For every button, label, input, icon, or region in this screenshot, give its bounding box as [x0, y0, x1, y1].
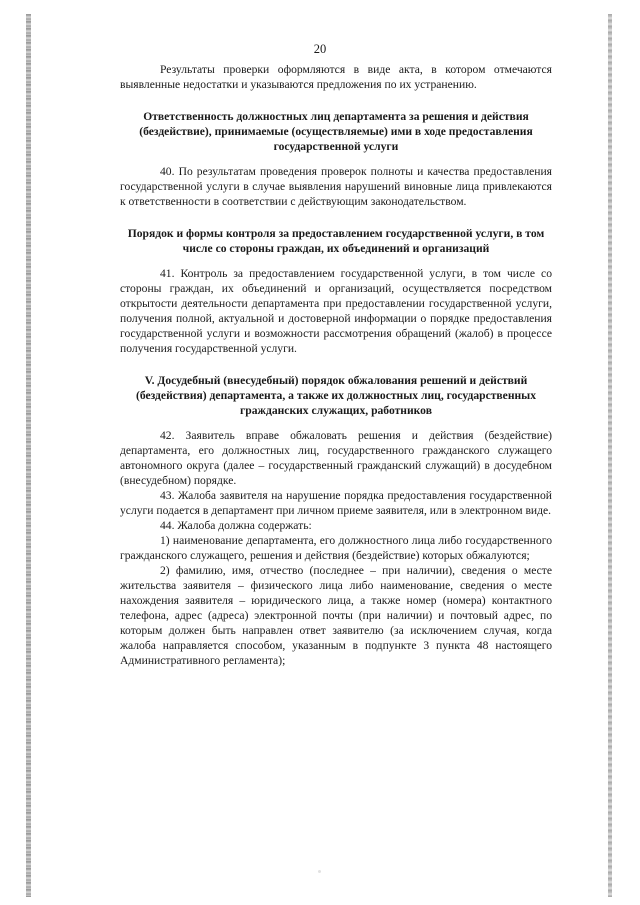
heading-control: Порядок и формы контроля за предоставлением государственной услуги, в том числе со стороны граждан, их объединений и организаций	[127, 227, 545, 255]
page-content	[120, 62, 552, 668]
paragraph-42: 42. Заявитель вправе обжаловать решения и действия (бездействие) департамента, его должностных лиц, государственного гражданского служащего автономного округа (далее – государственный гражданский служащий) в досудебном (внесудебном) порядке.	[120, 429, 552, 487]
paragraph-results-act: Результаты проверки оформляются в виде акта, в котором отмечаются выявленные недостатки и указываются предложения по их устранению.	[120, 63, 552, 91]
heading-responsibility: Ответственность должностных лиц департамента за решения и действия (бездействие), принимаемые (осуществляемые) ими в ходе предоставления государственной услуги	[139, 110, 533, 153]
paragraph-40: 40. По результатам проведения проверок полноты и качества предоставления государственной услуги в случае выявления нарушений виновные лица привлекаются к ответственности в соответствии с действующим законодательством.	[120, 165, 552, 208]
paragraph-41: 41. Контроль за предоставлением государственной услуги, в том числе со стороны граждан, их объединений и организаций, осуществляется посредством открытости деятельности департамента при предоставлении государственной услуги, получения полной, актуальной и достоверной информации о порядке предоставления государственной услуги и возможности рассмотрения обращений (жалоб) в процессе получения государственной услуги.	[120, 267, 552, 355]
paragraph-43: 43. Жалоба заявителя на нарушение порядка предоставления государственной услуги подается в департамент при личном приеме заявителя, или в электронном виде.	[120, 489, 552, 517]
heading-section-v: V. Досудебный (внесудебный) порядок обжалования решений и действий (бездействия) департамента, а также их должностных лиц, государственных гражданских служащих, работников	[135, 374, 537, 417]
paragraph-44: 44. Жалоба должна содержать:	[160, 519, 312, 532]
page-number: 20	[313, 42, 327, 56]
list-item-2: 2) фамилию, имя, отчество (последнее – при наличии), сведения о месте жительства заявителя – физического лица либо наименование, сведения о месте нахождения заявителя – юридического лица, а также номер (номера) контактного телефона, адрес (адреса) электронной почты (при наличии) и почтовый адрес, по которым должен быть направлен ответ заявителю (за исключением случая, когда жалоба направляется способом, указанным в подпункте 3 пункта 48 настоящего Административного регламента);	[120, 564, 552, 667]
scan-speck	[318, 870, 321, 873]
list-item-1: 1) наименование департамента, его должностного лица либо государственного гражданского служащего, решения и действия (бездействие) которых обжалуются;	[120, 534, 552, 562]
